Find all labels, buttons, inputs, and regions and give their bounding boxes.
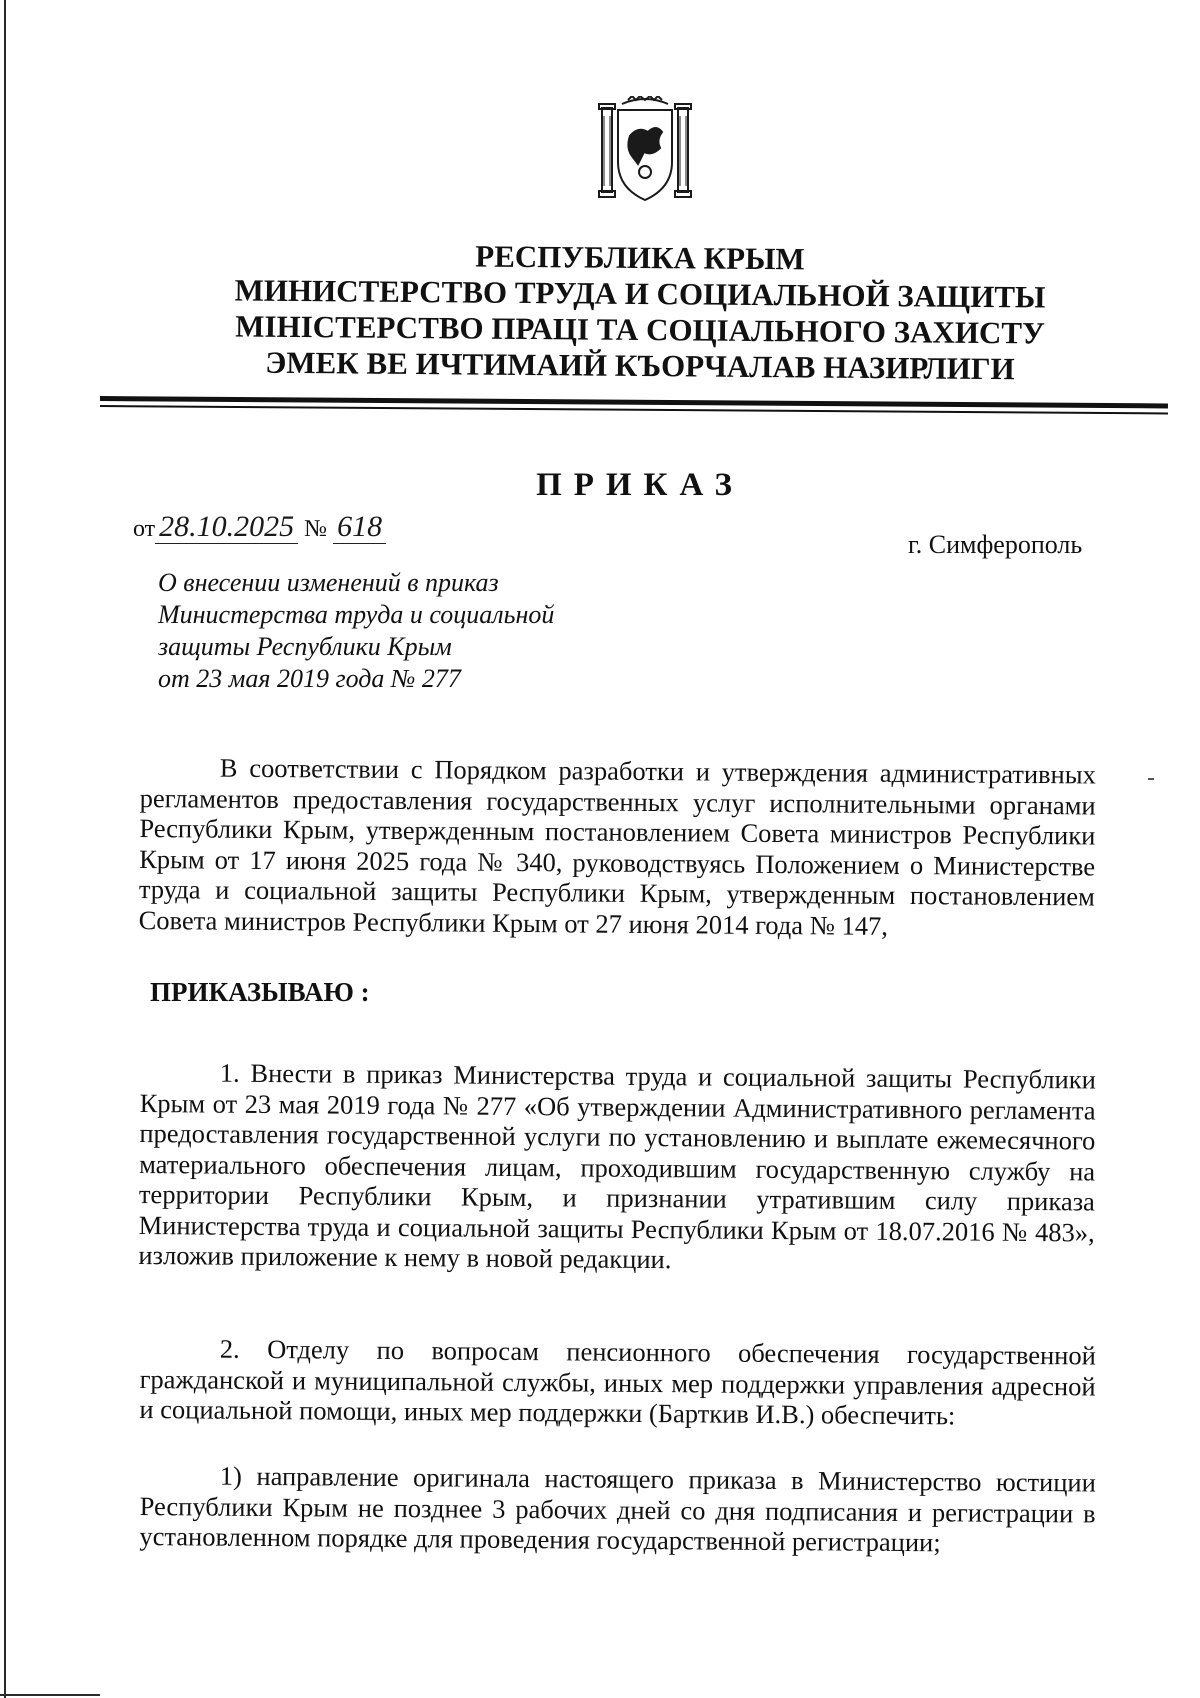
number-prefix: № xyxy=(304,516,328,542)
date-prefix: от xyxy=(133,516,156,542)
preamble-paragraph: В соответствии с Порядком разработки и утверждения административных регламентов предоставления государственных услуг исполнительными органами Республики Крым, утвержденным постановлением Совета министров Республики Крым от 17 июня 2025 года № 340, руководствуясь Положением о Министерстве труда и социальной защиты Республики Крым, утвержденным постановлением Совета министров Республики Крым от 27 июня 2014 года № 147, xyxy=(138,752,1096,940)
order-number: 618 xyxy=(333,510,386,544)
order-item-2: 2. Отделу по вопросам пенсионного обеспечения государственной гражданской и муниципальной службы, иных мер поддержки управления адресной и социальной помощи, иных мер поддержки (Барткив И.В.) обеспечить: xyxy=(139,1333,1096,1430)
org-name-ministry-crh: ЭМЕК ВЕ ИЧТИМАИЙ КЪОРЧАЛАВ НАЗИРЛИГИ xyxy=(265,344,1015,387)
scan-edge-left xyxy=(4,0,6,1698)
org-name-republic: РЕСПУБЛИКА КРЫМ xyxy=(475,238,805,277)
order-item-1: 1. Внести в приказ Министерства труда и социальной защиты Республики Крым от 23 мая 2019 года № 277 «Об утверждении Административного регламента предоставления государственной услуги по установлению и выплате ежемесячного материального обеспечения лицам, проходившим государственную службу на территории Республики Крым, и признании утратившим силу приказа Министерства труда и социальной защиты Республики Крым от 18.07.2016 № 483», изложив приложение к нему в новой редакции. xyxy=(138,1057,1096,1274)
subject-line: Министерства труда и социальной xyxy=(158,600,555,629)
org-name-ministry-ru: МИНИСТЕРСТВО ТРУДА И СОЦИАЛЬНОЙ ЗАЩИТЫ xyxy=(234,272,1046,315)
coat-of-arms-icon xyxy=(598,96,692,206)
order-date: 28.10.2025 xyxy=(155,510,298,544)
order-directive: ПРИКАЗЫВАЮ : xyxy=(150,977,370,1007)
scan-mark xyxy=(1148,778,1154,780)
document-type-title: ПРИКАЗ xyxy=(536,467,744,503)
org-name-ministry-uk: МІНІСТЕРСТВО ПРАЦІ ТА СОЦІАЛЬНОГО ЗАХИСТУ xyxy=(235,308,1045,351)
subject-line: защиты Республики Крым xyxy=(158,632,452,661)
order-subject xyxy=(158,567,554,695)
subject-line: О внесении изменений в приказ xyxy=(158,568,499,597)
scan-edge-bottom xyxy=(0,1694,100,1696)
city-name: г. Симферополь xyxy=(908,530,1083,559)
order-subitem-2-1: 1) направление оригинала настоящего приказа в Министерство юстиции Республики Крым не позднее 3 рабочих дней со дня подписания и регистрации в установленном порядке для проведения государственной регистрации; xyxy=(139,1460,1096,1557)
date-number-line xyxy=(133,510,386,544)
subject-line: от 23 мая 2019 года № 277 xyxy=(158,664,461,693)
